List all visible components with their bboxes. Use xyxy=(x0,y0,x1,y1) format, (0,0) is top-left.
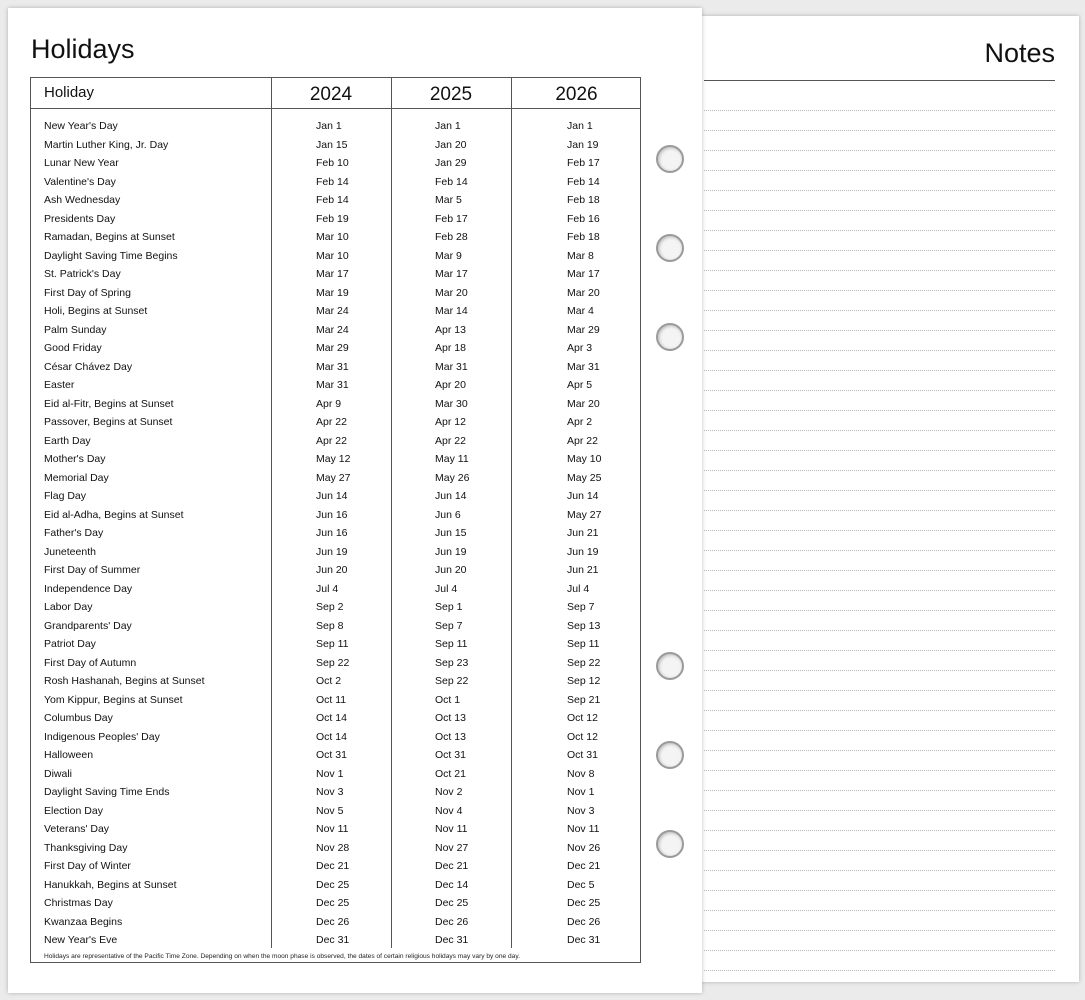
date-2024: Dec 25 xyxy=(316,897,350,909)
table-row xyxy=(31,691,640,710)
date-2025: Dec 31 xyxy=(435,934,469,946)
date-2024: Nov 3 xyxy=(316,786,344,798)
holiday-name: First Day of Autumn xyxy=(44,656,137,669)
date-2025: Jul 4 xyxy=(435,582,458,595)
date-2026: Feb 18 xyxy=(567,231,600,243)
date-2025: Mar 17 xyxy=(435,268,468,280)
date-2025: Nov 2 xyxy=(435,786,463,798)
date-2024: Oct 31 xyxy=(316,749,347,761)
date-2025: Sep 23 xyxy=(435,656,469,669)
table-row xyxy=(31,598,640,617)
date-2025: Feb 28 xyxy=(435,231,468,243)
table-row xyxy=(31,617,640,636)
date-2024: Dec 21 xyxy=(316,860,350,872)
date-2024: Jan 1 xyxy=(316,120,342,132)
holiday-name: Valentine's Day xyxy=(44,175,116,188)
holiday-name: Indigenous Peoples' Day xyxy=(44,730,160,743)
date-2024: Mar 24 xyxy=(316,305,349,317)
date-2024: Mar 17 xyxy=(316,268,349,280)
holiday-name: Daylight Saving Time Begins xyxy=(44,249,178,262)
table-row xyxy=(31,154,640,173)
date-2024: Sep 8 xyxy=(316,619,344,632)
date-2026: Mar 20 xyxy=(567,397,600,410)
date-2024: Jan 15 xyxy=(316,138,348,151)
table-row xyxy=(31,191,640,210)
date-2026: Jul 4 xyxy=(567,582,590,595)
note-line xyxy=(704,210,1055,211)
date-2025: Jan 1 xyxy=(435,120,461,132)
date-2024: Mar 29 xyxy=(316,342,349,354)
table-row xyxy=(31,876,640,895)
date-2025: Jun 14 xyxy=(435,490,467,502)
table-row xyxy=(31,173,640,192)
table-row xyxy=(31,524,640,543)
date-2026: Sep 13 xyxy=(567,619,601,632)
note-line xyxy=(704,670,1055,671)
holiday-name: Ramadan, Begins at Sunset xyxy=(44,231,175,243)
table-row xyxy=(31,376,640,395)
note-line xyxy=(704,190,1055,191)
note-line xyxy=(704,170,1055,171)
note-line xyxy=(704,530,1055,531)
date-2026: Dec 31 xyxy=(567,934,601,946)
holiday-name: First Day of Spring xyxy=(44,286,131,299)
note-line xyxy=(704,230,1055,231)
date-2025: Mar 30 xyxy=(435,397,468,410)
date-2025: Jun 19 xyxy=(435,545,467,558)
note-line xyxy=(704,250,1055,251)
note-line xyxy=(704,730,1055,731)
date-2026: Mar 8 xyxy=(567,249,594,262)
note-line xyxy=(704,370,1055,371)
date-2025: Feb 14 xyxy=(435,175,468,188)
date-2026: Jun 21 xyxy=(567,564,599,576)
date-2025: May 26 xyxy=(435,471,470,484)
date-2025: Jun 15 xyxy=(435,527,467,539)
notes-page xyxy=(700,16,1079,982)
note-line xyxy=(704,390,1055,391)
binder-ring-hole xyxy=(656,741,684,769)
date-2024: Oct 14 xyxy=(316,712,347,724)
date-2025: Apr 13 xyxy=(435,323,466,336)
note-line xyxy=(704,910,1055,911)
date-2026: Sep 12 xyxy=(567,675,601,687)
header-holiday: Holiday xyxy=(44,84,95,101)
binder-ring-hole xyxy=(656,830,684,858)
holiday-name: Election Day xyxy=(44,804,103,817)
note-line xyxy=(704,570,1055,571)
holiday-name: Passover, Begins at Sunset xyxy=(44,416,173,428)
date-2024: Dec 25 xyxy=(316,878,350,891)
date-2024: May 27 xyxy=(316,471,351,484)
date-2026: Nov 3 xyxy=(567,804,595,817)
table-row xyxy=(31,265,640,284)
table-row xyxy=(31,839,640,858)
table-row xyxy=(31,395,640,414)
date-2025: Jun 6 xyxy=(435,508,461,521)
table-row xyxy=(31,580,640,599)
table-row xyxy=(31,284,640,303)
date-2026: Apr 5 xyxy=(567,379,593,391)
date-2026: Mar 17 xyxy=(567,268,600,280)
notes-title-rule xyxy=(704,80,1055,81)
date-2024: Jun 14 xyxy=(316,490,348,502)
date-2024: Jun 16 xyxy=(316,527,348,539)
table-row xyxy=(31,820,640,839)
note-line xyxy=(704,270,1055,271)
date-2026: Mar 4 xyxy=(567,305,594,317)
date-2025: Sep 22 xyxy=(435,675,469,687)
date-2025: Dec 21 xyxy=(435,860,469,872)
holiday-name: Lunar New Year xyxy=(44,157,119,169)
date-2026: Sep 21 xyxy=(567,693,601,706)
date-2025: Oct 31 xyxy=(435,749,466,761)
table-row xyxy=(31,247,640,266)
note-line xyxy=(704,710,1055,711)
date-2026: Jun 21 xyxy=(567,527,599,539)
date-2024: Sep 11 xyxy=(316,638,349,650)
date-2025: Dec 25 xyxy=(435,897,469,909)
holiday-name: César Chávez Day xyxy=(44,360,133,373)
holiday-name: First Day of Winter xyxy=(44,860,131,872)
date-2025: Jan 20 xyxy=(435,138,467,151)
date-2024: Jul 4 xyxy=(316,582,339,595)
holiday-name: Columbus Day xyxy=(44,712,113,724)
table-row xyxy=(31,117,640,136)
date-2024: Mar 31 xyxy=(316,379,349,391)
table-row xyxy=(31,783,640,802)
date-2024: Mar 10 xyxy=(316,231,349,243)
table-row xyxy=(31,913,640,932)
note-line xyxy=(704,450,1055,451)
date-2024: Apr 22 xyxy=(316,416,347,428)
date-2025: Mar 9 xyxy=(435,249,462,262)
date-2025: Dec 14 xyxy=(435,878,469,891)
holiday-name: Presidents Day xyxy=(44,212,116,225)
holiday-name: Kwanzaa Begins xyxy=(44,915,123,928)
holiday-name: Eid al-Fitr, Begins at Sunset xyxy=(44,397,174,410)
binder-ring-hole xyxy=(656,234,684,262)
table-row xyxy=(31,672,640,691)
holiday-name: Daylight Saving Time Ends xyxy=(44,786,170,798)
date-2024: Sep 2 xyxy=(316,601,344,613)
date-2025: Mar 20 xyxy=(435,286,468,299)
date-2025: Oct 13 xyxy=(435,712,466,724)
date-2025: Nov 27 xyxy=(435,841,469,854)
note-line xyxy=(704,930,1055,931)
note-line xyxy=(704,830,1055,831)
date-2025: Mar 5 xyxy=(435,194,462,206)
table-row xyxy=(31,506,640,525)
date-2024: May 12 xyxy=(316,453,351,465)
holiday-name: Halloween xyxy=(44,749,94,761)
date-2026: Sep 11 xyxy=(567,638,600,650)
note-line xyxy=(704,750,1055,751)
note-line xyxy=(704,790,1055,791)
holiday-name: Holi, Begins at Sunset xyxy=(44,305,148,317)
date-2025: Feb 17 xyxy=(435,212,468,225)
holiday-name: Grandparents' Day xyxy=(44,619,132,632)
table-row xyxy=(31,487,640,506)
date-2026: Oct 12 xyxy=(567,712,598,724)
date-2025: Nov 11 xyxy=(435,823,468,835)
holidays-title: Holidays xyxy=(31,34,135,64)
binder-ring-hole xyxy=(656,652,684,680)
date-2024: Nov 5 xyxy=(316,804,344,817)
holiday-name: Diwali xyxy=(44,767,73,780)
date-2026: Apr 22 xyxy=(567,434,598,447)
binder-ring-hole xyxy=(656,145,684,173)
table-row xyxy=(31,228,640,247)
holiday-name: Ash Wednesday xyxy=(44,194,121,206)
date-2026: Oct 12 xyxy=(567,730,598,743)
note-line xyxy=(704,810,1055,811)
table-row xyxy=(31,136,640,155)
date-2025: Dec 26 xyxy=(435,915,469,928)
date-2024: Nov 11 xyxy=(316,823,349,835)
header-year-2026: 2026 xyxy=(555,84,598,105)
date-2025: Oct 13 xyxy=(435,730,466,743)
note-line xyxy=(704,310,1055,311)
table-row xyxy=(31,654,640,673)
holiday-name: Yom Kippur, Begins at Sunset xyxy=(44,693,183,706)
note-line xyxy=(704,490,1055,491)
date-2024: Feb 14 xyxy=(316,194,349,206)
date-2026: Nov 8 xyxy=(567,767,595,780)
table-row xyxy=(31,543,640,562)
note-line xyxy=(704,130,1055,131)
holiday-name: Thanksgiving Day xyxy=(44,841,128,854)
date-2026: Apr 3 xyxy=(567,342,593,354)
holiday-name: Hanukkah, Begins at Sunset xyxy=(44,878,177,891)
note-line xyxy=(704,770,1055,771)
holiday-name: Rosh Hashanah, Begins at Sunset xyxy=(44,675,205,687)
date-2024: Feb 10 xyxy=(316,157,349,169)
holiday-table xyxy=(30,77,641,963)
date-2026: Feb 18 xyxy=(567,194,600,206)
table-row xyxy=(31,432,640,451)
date-2026: Jan 19 xyxy=(567,138,599,151)
notes-title: Notes xyxy=(984,38,1055,68)
holiday-name: Mother's Day xyxy=(44,453,106,465)
date-2026: Feb 17 xyxy=(567,157,600,169)
note-line xyxy=(704,110,1055,111)
note-line xyxy=(704,330,1055,331)
note-line xyxy=(704,510,1055,511)
holiday-name: First Day of Summer xyxy=(44,564,141,576)
holiday-name: Martin Luther King, Jr. Day xyxy=(44,138,169,151)
date-2025: Jun 20 xyxy=(435,564,467,576)
holiday-name: Veterans' Day xyxy=(44,823,110,835)
table-row xyxy=(31,302,640,321)
holiday-name: Eid al-Adha, Begins at Sunset xyxy=(44,508,184,521)
table-row xyxy=(31,709,640,728)
header-rule xyxy=(31,108,640,109)
holiday-name: Flag Day xyxy=(44,490,87,502)
date-2024: Sep 22 xyxy=(316,656,350,669)
date-2025: Apr 18 xyxy=(435,342,466,354)
table-footnote: Holidays are representative of the Pacific Time Zone. Depending on when the moon phase is observed, the dates of certain religious holidays may vary by one day. xyxy=(44,953,520,960)
date-2026: May 10 xyxy=(567,453,602,465)
binder-ring-hole xyxy=(656,323,684,351)
date-2026: Jun 19 xyxy=(567,545,599,558)
table-row xyxy=(31,765,640,784)
date-2026: Jan 1 xyxy=(567,120,593,132)
table-row xyxy=(31,635,640,654)
header-year-2025: 2025 xyxy=(429,84,473,105)
date-2024: Apr 22 xyxy=(316,434,347,447)
holiday-name: Juneteenth xyxy=(44,545,96,558)
table-row xyxy=(31,210,640,229)
date-2025: Sep 11 xyxy=(435,638,468,650)
date-2024: Mar 19 xyxy=(316,286,349,299)
holiday-name: Independence Day xyxy=(44,582,133,595)
date-2025: Sep 1 xyxy=(435,601,463,613)
date-2024: Jun 16 xyxy=(316,508,348,521)
note-line xyxy=(704,850,1055,851)
date-2025: Mar 31 xyxy=(435,360,468,373)
table-row xyxy=(31,802,640,821)
holiday-name: Good Friday xyxy=(44,342,102,354)
table-row xyxy=(31,746,640,765)
date-2025: Nov 4 xyxy=(435,804,463,817)
date-2026: Oct 31 xyxy=(567,749,598,761)
holiday-name: Palm Sunday xyxy=(44,323,107,336)
holiday-name: Father's Day xyxy=(44,527,104,539)
note-line xyxy=(704,650,1055,651)
date-2026: Dec 26 xyxy=(567,915,601,928)
note-line xyxy=(704,610,1055,611)
holiday-name: Memorial Day xyxy=(44,471,109,484)
holiday-name: Christmas Day xyxy=(44,897,113,909)
date-2024: Oct 14 xyxy=(316,730,347,743)
holiday-name: Labor Day xyxy=(44,601,93,613)
table-row xyxy=(31,358,640,377)
date-2026: Jun 14 xyxy=(567,490,599,502)
date-2024: Feb 14 xyxy=(316,175,349,188)
date-2026: May 25 xyxy=(567,471,602,484)
note-line xyxy=(704,150,1055,151)
note-line xyxy=(704,550,1055,551)
date-2026: Nov 1 xyxy=(567,786,595,798)
date-2024: Apr 9 xyxy=(316,397,342,410)
date-2024: Oct 2 xyxy=(316,675,342,687)
date-2025: Oct 1 xyxy=(435,693,461,706)
note-line xyxy=(704,690,1055,691)
date-2025: Jan 29 xyxy=(435,157,467,169)
table-row xyxy=(31,450,640,469)
note-line xyxy=(704,870,1055,871)
holiday-name: Earth Day xyxy=(44,434,91,447)
date-2025: Oct 21 xyxy=(435,767,466,780)
date-2026: Mar 20 xyxy=(567,286,600,299)
date-2025: May 11 xyxy=(435,453,469,465)
date-2026: Dec 21 xyxy=(567,860,601,872)
date-2024: Mar 31 xyxy=(316,360,349,373)
date-2025: Apr 22 xyxy=(435,434,466,447)
date-2024: Mar 24 xyxy=(316,323,349,336)
date-2024: Feb 19 xyxy=(316,212,349,225)
date-2026: Mar 29 xyxy=(567,323,600,336)
note-line xyxy=(704,290,1055,291)
date-2026: Sep 7 xyxy=(567,601,595,613)
table-row xyxy=(31,469,640,488)
table-row xyxy=(31,413,640,432)
table-row xyxy=(31,321,640,340)
date-2024: Dec 31 xyxy=(316,934,350,946)
date-2024: Oct 11 xyxy=(316,693,347,706)
date-2026: Sep 22 xyxy=(567,656,601,669)
date-2024: Nov 28 xyxy=(316,841,350,854)
note-line xyxy=(704,410,1055,411)
date-2026: Mar 31 xyxy=(567,360,600,373)
date-2025: Mar 14 xyxy=(435,305,468,317)
date-2026: Apr 2 xyxy=(567,416,593,428)
date-2026: Nov 26 xyxy=(567,841,601,854)
table-row xyxy=(31,894,640,913)
table-row xyxy=(31,339,640,358)
note-line xyxy=(704,350,1055,351)
holiday-name: New Year's Eve xyxy=(44,934,118,946)
holiday-name: Easter xyxy=(44,379,75,391)
date-2024: Mar 10 xyxy=(316,249,349,262)
date-2026: Dec 5 xyxy=(567,878,595,891)
date-2024: Jun 20 xyxy=(316,564,348,576)
note-line xyxy=(704,890,1055,891)
note-line xyxy=(704,430,1055,431)
note-line xyxy=(704,590,1055,591)
date-2026: Feb 14 xyxy=(567,175,600,188)
holiday-name: St. Patrick's Day xyxy=(44,268,121,280)
date-2025: Apr 12 xyxy=(435,416,466,428)
date-2024: Nov 1 xyxy=(316,767,344,780)
date-2025: Apr 20 xyxy=(435,379,466,391)
date-2024: Jun 19 xyxy=(316,545,348,558)
note-line xyxy=(704,950,1055,951)
table-row xyxy=(31,561,640,580)
note-line xyxy=(704,970,1055,971)
date-2026: May 27 xyxy=(567,508,602,521)
date-2026: Feb 16 xyxy=(567,212,600,225)
table-row xyxy=(31,857,640,876)
date-2024: Dec 26 xyxy=(316,915,350,928)
table-row xyxy=(31,728,640,747)
holidays-page xyxy=(8,8,702,993)
date-2025: Sep 7 xyxy=(435,619,463,632)
holiday-name: Patriot Day xyxy=(44,638,96,650)
note-line xyxy=(704,630,1055,631)
header-year-2024: 2024 xyxy=(309,84,353,105)
date-2026: Dec 25 xyxy=(567,897,601,909)
holiday-name: New Year's Day xyxy=(44,120,118,132)
note-line xyxy=(704,470,1055,471)
table-row xyxy=(31,931,640,950)
date-2026: Nov 11 xyxy=(567,823,600,835)
